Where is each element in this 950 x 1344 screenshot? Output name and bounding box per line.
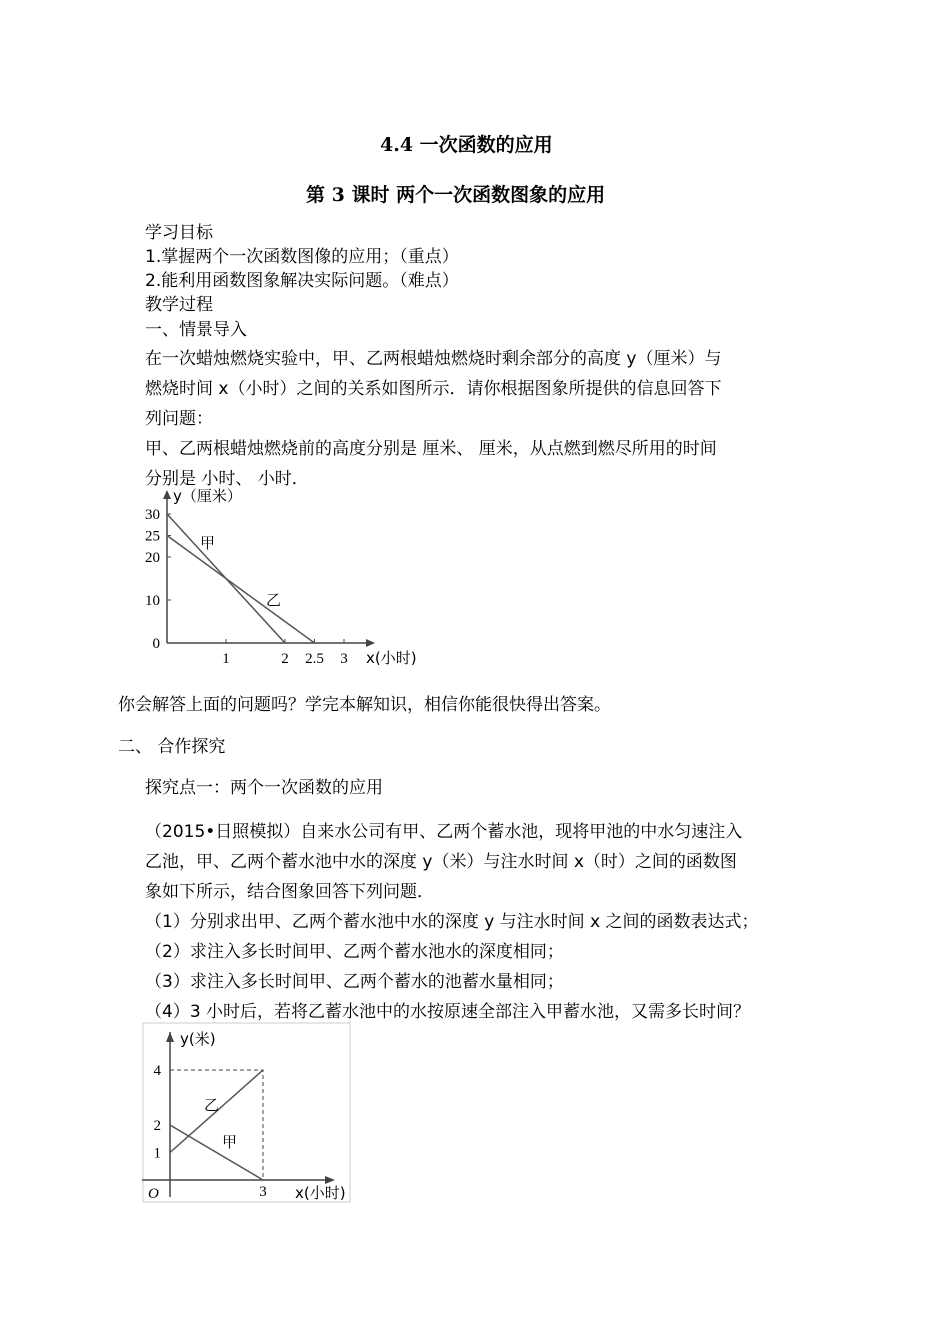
goals-heading: 学习目标 [145,223,213,243]
x-tick-label: 1 [222,651,230,667]
y-tick-label: 30 [145,507,160,523]
chart-frame [143,1023,350,1202]
y-tick-label: 4 [153,1063,161,1079]
series-line-甲 [170,1125,263,1180]
y-axis-label: y(米) [180,1030,216,1048]
section-2: 二、 合作探究 [118,737,226,757]
question-3: （3）求注入多长时间甲、乙两个蓄水的池蓄水量相同； [145,972,564,992]
x-axis-label: x(小时) [366,649,417,667]
axis-arrows [166,1032,335,1184]
goal-1: 1.掌握两个一次函数图像的应用；（重点） [145,247,459,267]
problem-line: 乙池，甲、乙两个蓄水池中水的深度 y（米）与注水时间 x（时）之间的函数图 [145,852,737,872]
title: 4.4 一次函数的应用 [380,134,553,156]
question-2: （2）求注入多长时间甲、乙两个蓄水池水的深度相同； [145,942,564,962]
guide-dashes [170,1070,263,1180]
intro-line: 燃烧时间 x（小时）之间的关系如图所示．请你根据图象所提供的信息回答下 [145,379,722,399]
y-tick-label: 2 [153,1118,161,1134]
x-tick-label: 2 [281,651,289,667]
pool-chart [142,1022,352,1204]
x-axis-label: x(小时) [295,1184,346,1202]
intro-line: 在一次蜡烛燃烧实验中，甲、乙两根蜡烛燃烧时剩余部分的高度 y（厘米）与 [145,349,722,369]
candle-chart [140,485,440,675]
intro-line: 甲、乙两根蜡烛燃烧前的高度分别是 厘米、 厘米，从点燃到燃尽所用的时间 [145,439,717,459]
problem-line: 象如下所示，结合图象回答下列问题． [145,882,434,902]
problem-line: （2015•日照模拟）自来水公司有甲、乙两个蓄水池，现将甲池的中水匀速注入 [145,822,743,842]
y-tick-label: 1 [153,1145,161,1162]
y-tick-label: 10 [145,593,160,609]
series-line-乙 [167,536,315,644]
series-label: 乙 [266,591,282,609]
series-label: 乙 [204,1096,220,1114]
process-heading: 教学过程 [145,295,213,315]
section-1: 一、情景导入 [145,320,247,340]
after-text: 你会解答上面的问题吗？学完本解知识，相信你能很快得出答案。 [118,695,611,715]
question-1: （1）分别求出甲、乙两个蓄水池中水的深度 y 与注水时间 x 之间的函数表达式； [145,912,759,932]
y-axis-label: y（厘米） [173,487,242,505]
x-tick-label: 3 [259,1184,267,1200]
x-tick-label: 3 [340,651,348,667]
question-4: （4）3 小时后，若将乙蓄水池中的水按原速全部注入甲蓄水池，又需多长时间？ [145,1002,751,1022]
intro-line: 列问题： [145,409,213,429]
series-label: 甲 [222,1133,238,1151]
origin-label: O [148,1186,159,1202]
goal-2: 2.能利用函数图象解决实际问题。（难点） [145,271,459,291]
intro-line: 分别是 小时、 小时． [145,469,309,489]
series-label: 甲 [200,534,216,552]
y-tick-label: 0 [152,636,160,652]
y-tick-label: 25 [145,528,160,545]
x-tick-label: 2.5 [305,651,324,667]
axis-arrows [163,490,375,647]
point-1: 探究点一：两个一次函数的应用 [145,778,383,798]
subtitle: 第 3 课时 两个一次函数图象的应用 [306,184,606,206]
y-tick-label: 20 [145,550,160,566]
